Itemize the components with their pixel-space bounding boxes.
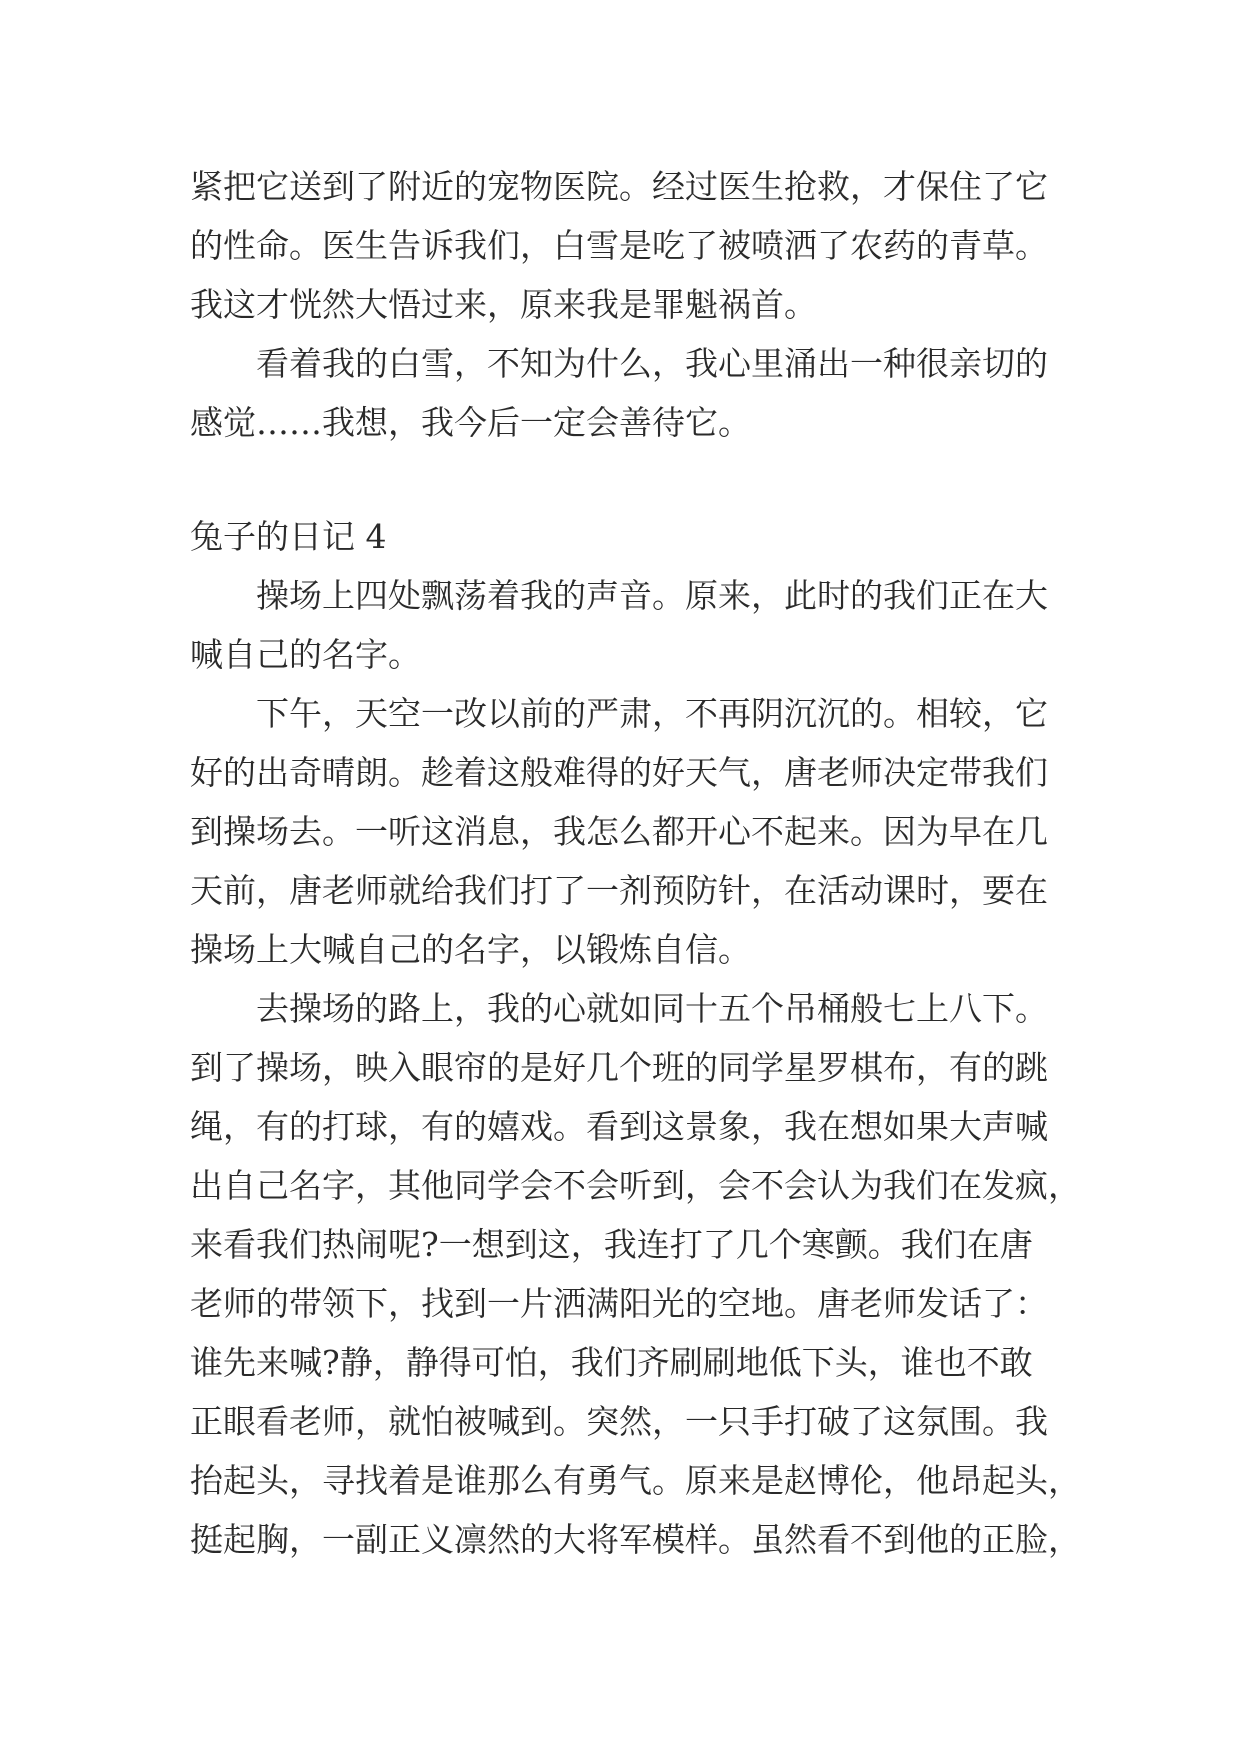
text-line: 到操场去。一听这消息，我怎么都开心不起来。因为早在几 [190, 812, 1048, 851]
text-line: 操场上大喊自己的名字，以锻炼自信。 [190, 930, 751, 969]
text-line: 看着我的白雪，不知为什么，我心里涌出一种很亲切的 [256, 344, 1048, 383]
text-line: 老师的带领下，找到一片洒满阳光的空地。唐老师发话了： [190, 1284, 1048, 1323]
text-line: 喊自己的名字。 [190, 635, 421, 674]
text-line: 的性命。医生告诉我们，白雪是吃了被喷洒了农药的青草。 [190, 226, 1048, 265]
text-line: 好的出奇晴朗。趁着这般难得的好天气，唐老师决定带我们 [190, 753, 1048, 792]
text-line: 挺起胸，一副正义凛然的大将军模样。虽然看不到他的正脸， [190, 1520, 1081, 1559]
text-line: 抬起头，寻找着是谁那么有勇气。原来是赵博伦，他昂起头， [190, 1461, 1081, 1500]
text-line: 绳，有的打球，有的嬉戏。看到这景象，我在想如果大声喊 [190, 1107, 1048, 1146]
text-line: 来看我们热闹呢?一想到这，我连打了几个寒颤。我们在唐 [190, 1225, 1033, 1264]
text-line: 正眼看老师，就怕被喊到。突然，一只手打破了这氛围。我 [190, 1402, 1048, 1441]
text-line: 紧把它送到了附近的宠物医院。经过医生抢救，才保住了它 [190, 167, 1048, 206]
text-line: 天前，唐老师就给我们打了一剂预防针，在活动课时，要在 [190, 871, 1048, 910]
text-line: 下午，天空一改以前的严肃，不再阴沉沉的。相较，它 [256, 694, 1048, 733]
text-line: 谁先来喊?静，静得可怕，我们齐刷刷地低下头，谁也不敢 [190, 1343, 1033, 1382]
section-title: 兔子的日记 4 [190, 517, 387, 556]
text-line: 去操场的路上，我的心就如同十五个吊桶般七上八下。 [256, 989, 1048, 1028]
text-line: 我这才恍然大悟过来，原来我是罪魁祸首。 [190, 285, 817, 324]
text-line: 出自己名字，其他同学会不会听到，会不会认为我们在发疯， [190, 1166, 1081, 1205]
text-line: 感觉……我想，我今后一定会善待它。 [190, 403, 751, 442]
text-line: 到了操场，映入眼帘的是好几个班的同学星罗棋布，有的跳 [190, 1048, 1048, 1087]
text-line: 操场上四处飘荡着我的声音。原来，此时的我们正在大 [256, 576, 1048, 615]
